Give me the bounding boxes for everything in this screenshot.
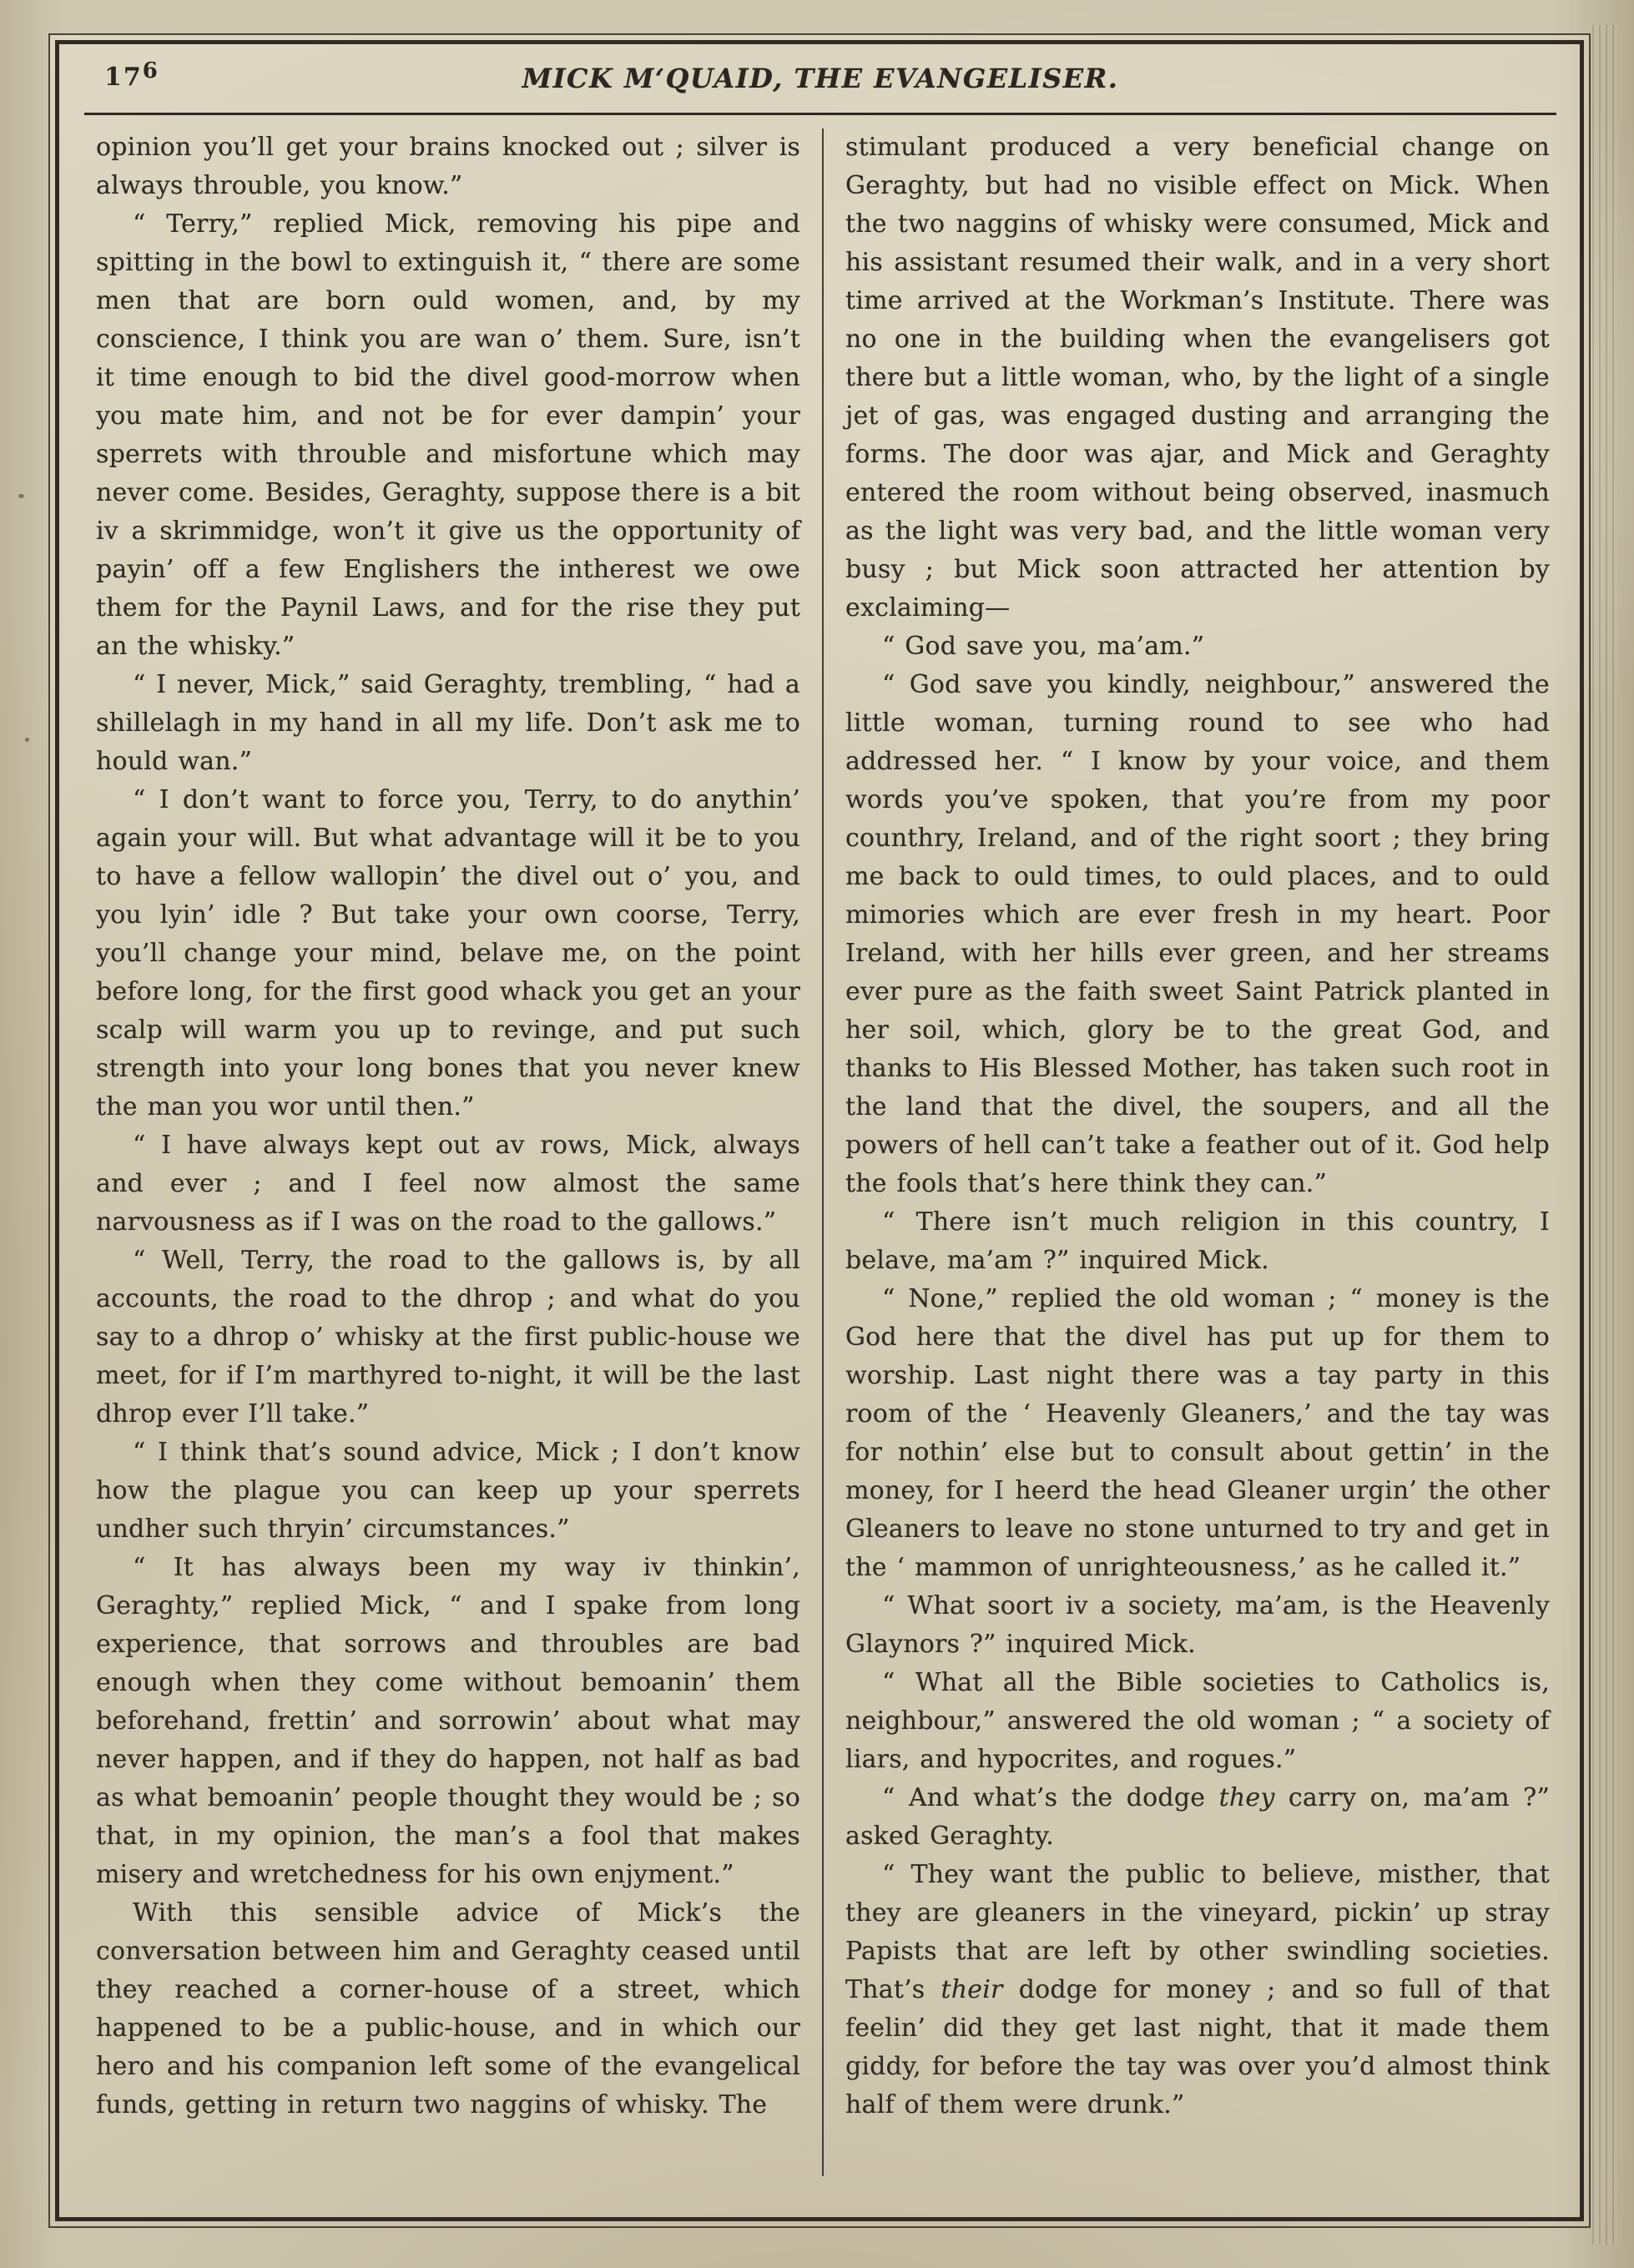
ink-speck [25,738,29,742]
page-border-inner [55,40,1584,2221]
page-number [104,58,159,92]
book-page-edges [1592,25,1617,2245]
paragraph: “ Well, Terry, the road to the gallows is, by all accounts, the road to the dhrop ; and what do you say to a dhrop o’ whisky at the first public-house we meet, for if I’m marthyred to-night, it will be the last dhrop ever I’ll take.” [96,1246,800,1429]
emphasized-word: their [941,1975,1003,2004]
paragraph: “ There isn’t much religion in this country, I belave, ma’am ?” inquired Mick. [845,1207,1550,1275]
right-column [845,129,1550,2176]
paragraph: opinion you’ll get your brains knocked out ; silver is always throuble, you know.” [96,133,800,200]
dialogue-text: “ And what’s the dodge [882,1783,1219,1812]
paragraph: “ God save you, ma’am.” [882,632,1205,661]
paragraph: stimulant produced a very beneficial change on Geraghty, but had no visible effect on Mick. When the two naggins of whisky were consumed, Mick and his assistant resumed their walk, and in a very short time arrived at the Workman’s Institute. There was no one in the building when the evangelisers got there but a little woman, who, by the light of a single jet of gas, was engaged dusting and arranging the forms. The door was ajar, and Mick and Geraghty entered the room without being observed, inasmuch as the light was very bad, and the little woman very busy ; but Mick soon attracted her attention by exclaiming— [845,133,1550,622]
paragraph: “ None,” replied the old woman ; “ money is the God here that the divel has put up for them to worship. Last night there was a tay party in this room of the ‘ Heavenly Gleaners,’ and the tay was for nothin’ else but to consult about gettin’ in the money, for I heerd the head Gleaner urgin’ the other Gleaners to leave no stone unturned to try and get in the ‘ mammon of unrighteousness,’ as he called it.” [845,1284,1550,1582]
page-border-outer [48,33,1591,2228]
paragraph: “ What all the Bible societies to Catholics is, neighbour,” answered the old woman ; “ a society of liars, and hypocrites, and rogues.” [845,1668,1550,1774]
paragraph: “ What soort iv a society, ma’am, is the Heavenly Glaynors ?” inquired Mick. [845,1591,1550,1659]
left-column [96,129,800,2176]
page-title: MICK M‘QUAID, THE EVANGELISER. [522,63,1119,94]
paragraph [845,1856,1550,2124]
paragraph: “ God save you kindly, neighbour,” answered the little woman, turning round to see who had addressed her. “ I know by your voice, and them words you’ve spoken, that you’re from my poor counthry, Ireland, and of the right soort ; they bring me back to ould times, to ould places, and to ould mimories which are ever fresh in my heart. Poor Ireland, with her hills ever green, and her streams ever pure as the faith sweet Saint Patrick planted in her soil, which, glory be to the great God, and thanks to His Blessed Mother, has taken such root in the land that the divel, the soupers, and all the powers of hell can’t take a feather out of it. God help the fools that’s here think they can.” [845,670,1550,1198]
paragraph: “ I think that’s sound advice, Mick ; I don’t know how the plague you can keep up your sperrets undher such thryin’ circumstances.” [96,1438,800,1544]
paragraph [845,1779,1550,1856]
paragraph: “ Terry,” replied Mick, removing his pipe and spitting in the bowl to extinguish it, “ there are some men that are born ould women, and, by my conscience, I think you are wan o’ them. Sure, isn’t it time enough to bid the divel good-morrow when you mate him, and not be for ever dampin’ your sperrets with throuble and misfortune which may never come. Besides, Geraghty, suppose there is a bit iv a skrimmidge, won’t it give us the opportunity of payin’ off a few Englishers the intherest we owe them for the Paynil Laws, and for the rise they put an the whisky.” [96,209,800,661]
paragraph: “ I have always kept out av rows, Mick, always and ever ; and I feel now almost the same narvousness as if I was on the road to the gallows.” [96,1131,800,1237]
page-header [83,56,1558,108]
dialogue-text: “ They want the public to believe, misther, that they are gleaners in the vineyard, pickin’ up stray Papists that are left by other swindling societies. That’s [845,1860,1550,2004]
emphasized-word: they [1218,1783,1275,1812]
dialogue-text: dodge for money ; and so full of that feelin’ did they get last night, that it made them giddy, for before the tay was over you’d almost think half of them were drunk.” [845,1975,1551,2119]
dialogue-text: carry on, ma’am ?” asked Geraghty. [845,1783,1550,1851]
column-divider [822,129,824,2176]
page-number-raised-digit: 6 [142,58,159,83]
paragraph: “ I don’t want to force you, Terry, to do anythin’ again your will. But what advantage will it be to you to have a fellow wallopin’ the divel out o’ you, and you lyin’ idle ? But take your own coorse, Terry, you’ll change your mind, belave me, on the point before long, for the first good whack you get an your scalp will warm you up to revinge, and put such strength into your long bones that you never knew the man you wor until then.” [96,785,800,1121]
ink-speck [18,494,24,498]
paragraph: With this sensible advice of Mick’s the conversation between him and Geraghty ceased until they reached a corner-house of a street, which happened to be a public-house, and in which our hero and his companion left some of the evangelical funds, getting in return two naggins of whisky. The [96,1898,800,2119]
paragraph: “ It has always been my way iv thinkin’, Geraghty,” replied Mick, “ and I spake from long experience, that sorrows and throubles are bad enough when they come without bemoanin’ them beforehand, frettin’ and sorrowin’ about what may never happen, and if they do happen, not half as bad as what bemoanin’ people thought they would be ; so that, in my opinion, the man’s a fool that makes misery and wretchedness for his own enjyment.” [96,1553,800,1889]
paragraph: “ I never, Mick,” said Geraghty, trembling, “ had a shillelagh in my hand in all my life. Don’t ask me to hould wan.” [96,670,800,776]
text-columns [83,115,1558,2176]
page-number-main: 17 [104,63,143,92]
